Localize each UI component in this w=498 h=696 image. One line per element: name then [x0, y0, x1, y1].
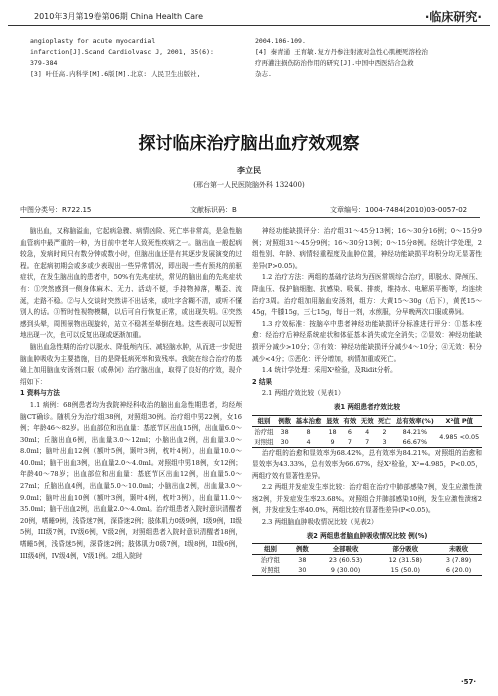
table-cell: 38	[298, 556, 307, 565]
meta-rule	[20, 217, 480, 218]
paragraph: 神经功能缺损评分：治疗组31～45分13例；16～30分16例；0～15分9例；对照组31～45分9例；16～30分13例；0～15分8例。经统计学处理，2组性别、年龄、病情轻重程度及血肿位置，神经功能缺损平均积分均无显著性差异(P>0.05)。	[252, 227, 482, 270]
section-heading: 1 资料与方法	[20, 389, 60, 398]
table-cell: 9	[330, 437, 335, 446]
table-header: X²值 P值	[436, 415, 482, 426]
paragraph: 1.3 疗效标准：按脑卒中患者神经功能缺损评分标准进行评分：①基本痊愈：经治疗后神经系统症状和体征基本消失或完全消失；②显效：神经功能缺损评分减少>10分；③有效：神经功能缺损评分减少4～10分；④无效：积分减少<4分；⑤恶化：评分增加，病情加重或死亡。	[252, 319, 482, 363]
table-cell: 23 (60.53)	[328, 556, 363, 565]
table-cell: 4	[365, 427, 370, 436]
table-header: 组别	[252, 544, 289, 555]
table-cell: 8	[306, 427, 311, 436]
page-number: ·57·	[460, 678, 476, 686]
table2	[252, 543, 482, 576]
table-header: 总有效率(%)	[393, 415, 436, 426]
table-row	[252, 426, 482, 437]
table-header: 未吸收	[435, 544, 482, 555]
table-cell: 6	[347, 427, 352, 436]
right-column	[252, 226, 482, 576]
journal-info: 2010年3月第19卷第06期 China Health Care	[34, 12, 204, 21]
references-right	[255, 36, 480, 80]
reference-line: [4] 秦青通 王育敏.复方丹参注射液对急性心肌梗死溶栓治	[255, 48, 428, 56]
table-cell: 对照组	[254, 437, 274, 446]
paragraph: 脑出血急性期的治疗以脱水、降低颅内压、减轻脑水肿，从而进一步促进脑血肿吸收为主要措施，目的是降低病死率和致残率。我院在综合治疗的基础上加用脑血安汤剂口服（或鼻饲）治疗脑出血，取得了良好的疗效，现介绍如下：	[20, 342, 242, 386]
table-cell: 对照组	[260, 566, 281, 575]
table1	[252, 415, 482, 448]
table-header: 基本治愈	[293, 415, 324, 426]
table-cell: 18	[328, 427, 337, 436]
reference-line: 379-384	[30, 59, 58, 67]
author: 李立民	[237, 165, 261, 175]
article-meta	[20, 205, 480, 221]
table-header: 例数	[289, 544, 316, 555]
section-label: ·临床研究·	[424, 10, 482, 24]
table-header: 死亡	[376, 415, 393, 426]
page-header	[8, 10, 490, 30]
table-header: 显效	[324, 415, 341, 426]
table-cell: 4	[306, 437, 311, 446]
paragraph: 2.1 两组疗效比较（见表1）	[261, 389, 345, 398]
table-cell: 6 (20.0)	[445, 566, 472, 575]
table-cell: 12 (31.58)	[388, 556, 423, 565]
article-title: 探讨临床治疗脑出血疗效观察	[138, 134, 360, 154]
document-code: 文献标识码：B	[190, 206, 237, 214]
table-row	[252, 565, 482, 576]
paragraph: 1.1 病例：68例患者均为我院神经科收治的脑出血急性期患者，均经颅脑CT确诊。随机分为治疗组38例，对照组30例。治疗组中男22例，女16例；年龄46～82岁。出血部位和出血量：基底节区出血15例，出血量6.0～30ml；丘脑出血6例，出血量3.0～12ml；小脑出血2例，出血量3.0～8.0ml；脑叶出血12例（额叶5例，颞叶3例，枕叶4例），出血量10.0～40.0ml；脑干出血3例，出血量2.0～4.0ml。对照组中男18例，女12例；年龄40～78岁；出血部位和出血量：基底节区出血12例，出血量5.0～27ml；丘脑出血4例，出血量5.0～10.0ml；小脑出血2例，出血量3.0～9.0ml；脑叶出血10例（额叶3例，颞叶4例，枕叶3例），出血量11.0～35.0ml；脑干出血2例，出血量2.0～4.0ml。治疗组患者入院时意识清醒者20例，嗜睡9例，浅昏迷7例，深昏迷2例；肢体肌力0级9例，I级9例，II级5例，III级7例，IV级6例，V级2例，对照组患者入院时意识清醒者18例，嗜睡5例，浅昏迷5例，深昏迷2例；肢体肌力0级7例，I级8例，II级6例，III级4例，IV级4例，V级1例。2组入院时	[20, 400, 242, 560]
reference-line: [3] 叶任高.内科学[M].6版[M].北京: 人民卫生出版社,	[30, 70, 201, 78]
paragraph: 1.4 统计学处理：采用X²检验，及Ridit分析。	[261, 366, 397, 375]
table-cell: 66.67%	[402, 437, 428, 446]
table-row	[252, 555, 482, 566]
paragraph: 2.2 两组并发症发生率比较：治疗组在治疗中肺部感染7例，发生应激性溃疡2例，并发症发生率23.68%。对照组合并肺部感染10例，发生应激性溃疡2例，并发症发生率40.0%，两组比较有显著性差异(P<0.05)。	[252, 483, 482, 515]
header-rule	[8, 25, 490, 26]
paragraph: 2.3 两组脑血肿吸收情况比较（见表2）	[261, 518, 378, 527]
table-header: 全部吸收	[316, 544, 376, 555]
table-cell: 治疗组	[260, 556, 281, 565]
paragraph: 1.2 治疗方法：两组的基础疗法均为西医常规综合治疗，即脱水、降颅压、降血压、保护脑细胞、抗感染、吸氧、排痰，维持水、电解质平衡等，均连续治疗3周。治疗组加用脑血安汤剂，组方：大黄15～30g（后下），黄芪15～45g，牛膝15g，三七15g，每日一剂，水煎服，分早晚两次口服或鼻饲。	[252, 273, 482, 317]
references-left	[30, 36, 235, 80]
table-header: 无效	[359, 415, 376, 426]
table-header: 有效	[341, 415, 358, 426]
reference-line: infarction[J].Scand Cardiolvasc J, 2001, 35(6):	[30, 48, 214, 56]
table-cell-stat: 4.985 <0.05	[439, 432, 480, 441]
clc-number: 中图分类号：R722.15	[20, 206, 92, 214]
table-cell: 7	[347, 437, 352, 446]
table-cell: 2	[382, 427, 387, 436]
table-cell: 15 (50.0)	[390, 566, 421, 575]
table-cell: 3 (7.89)	[445, 556, 472, 565]
table-cell: 30	[280, 437, 289, 446]
reference-line: angioplasty for acute myocardial	[30, 37, 156, 45]
table-header: 部分吸收	[375, 544, 435, 555]
article-number: 文章编号：1004-7484(2010)03-0057-02	[330, 206, 468, 214]
table2-title: 表2 两组患者脑血肿吸收情况比较 例(%)	[306, 531, 428, 540]
table-cell: 3	[382, 437, 387, 446]
left-column	[20, 226, 242, 562]
table-header: 组别	[252, 415, 276, 426]
section-heading: 2 结果	[252, 377, 273, 386]
table-cell: 7	[365, 437, 370, 446]
table-cell: 30	[298, 566, 307, 575]
affiliation: (邢台第一人民医院脑外科 132400)	[193, 181, 305, 189]
table-cell: 9 (30.00)	[330, 566, 361, 575]
table-cell: 84.21%	[402, 427, 428, 436]
paragraph: 治疗组的治愈和显效率为68.42%，总有效率为84.21%。对照组的治愈和显效率为43.33%，总有效率为66.67%，经X²检验，X²=4.985，P<0.05，两组疗效有显著性差异。	[252, 448, 482, 480]
paragraph: 脑出血，又称脑溢血，它起病急骤、病情凶险、死亡率非常高，是急性脑血管病中最严重的一种，为目前中老年人致死性疾病之一。脑出血一般起病较急，发病时间只有数分钟或数小时，但脑出血还是有其逐步发展演变的过程。在起病初期会或多或少表现出一些异常情况，即出现一些有预兆的前驱症状，在发生脑出血的患者中，50%有先兆症状，常见的脑出血的先兆症状有：①突然感到一侧身体麻木、无力、活动不便，手持物掉落，嘴歪、流涎，走路不稳。②与人交谈时突然讲不出话来，或吐字含糊不清，或听不懂别人的话。③暂时性视物模糊，以后可自行恢复正常，或出现失明。④突然感到头晕，周围景物出现旋转，站立不稳甚至晕倒在地。这些表现可以短暂地出现一次，也可以反复出现或逐渐加重。	[20, 227, 242, 340]
table-cell: 治疗组	[254, 427, 274, 436]
reference-line: 杂志.	[255, 70, 272, 78]
reference-line: 疗再灌注损伤防治作用的研究[J].中国中西医结合急救	[255, 59, 414, 67]
table-header: 例数	[276, 415, 293, 426]
table1-title: 表1 两组患者疗效比较	[333, 402, 401, 411]
reference-line: 2004.106-109.	[255, 37, 306, 45]
table-cell: 38	[280, 427, 289, 436]
